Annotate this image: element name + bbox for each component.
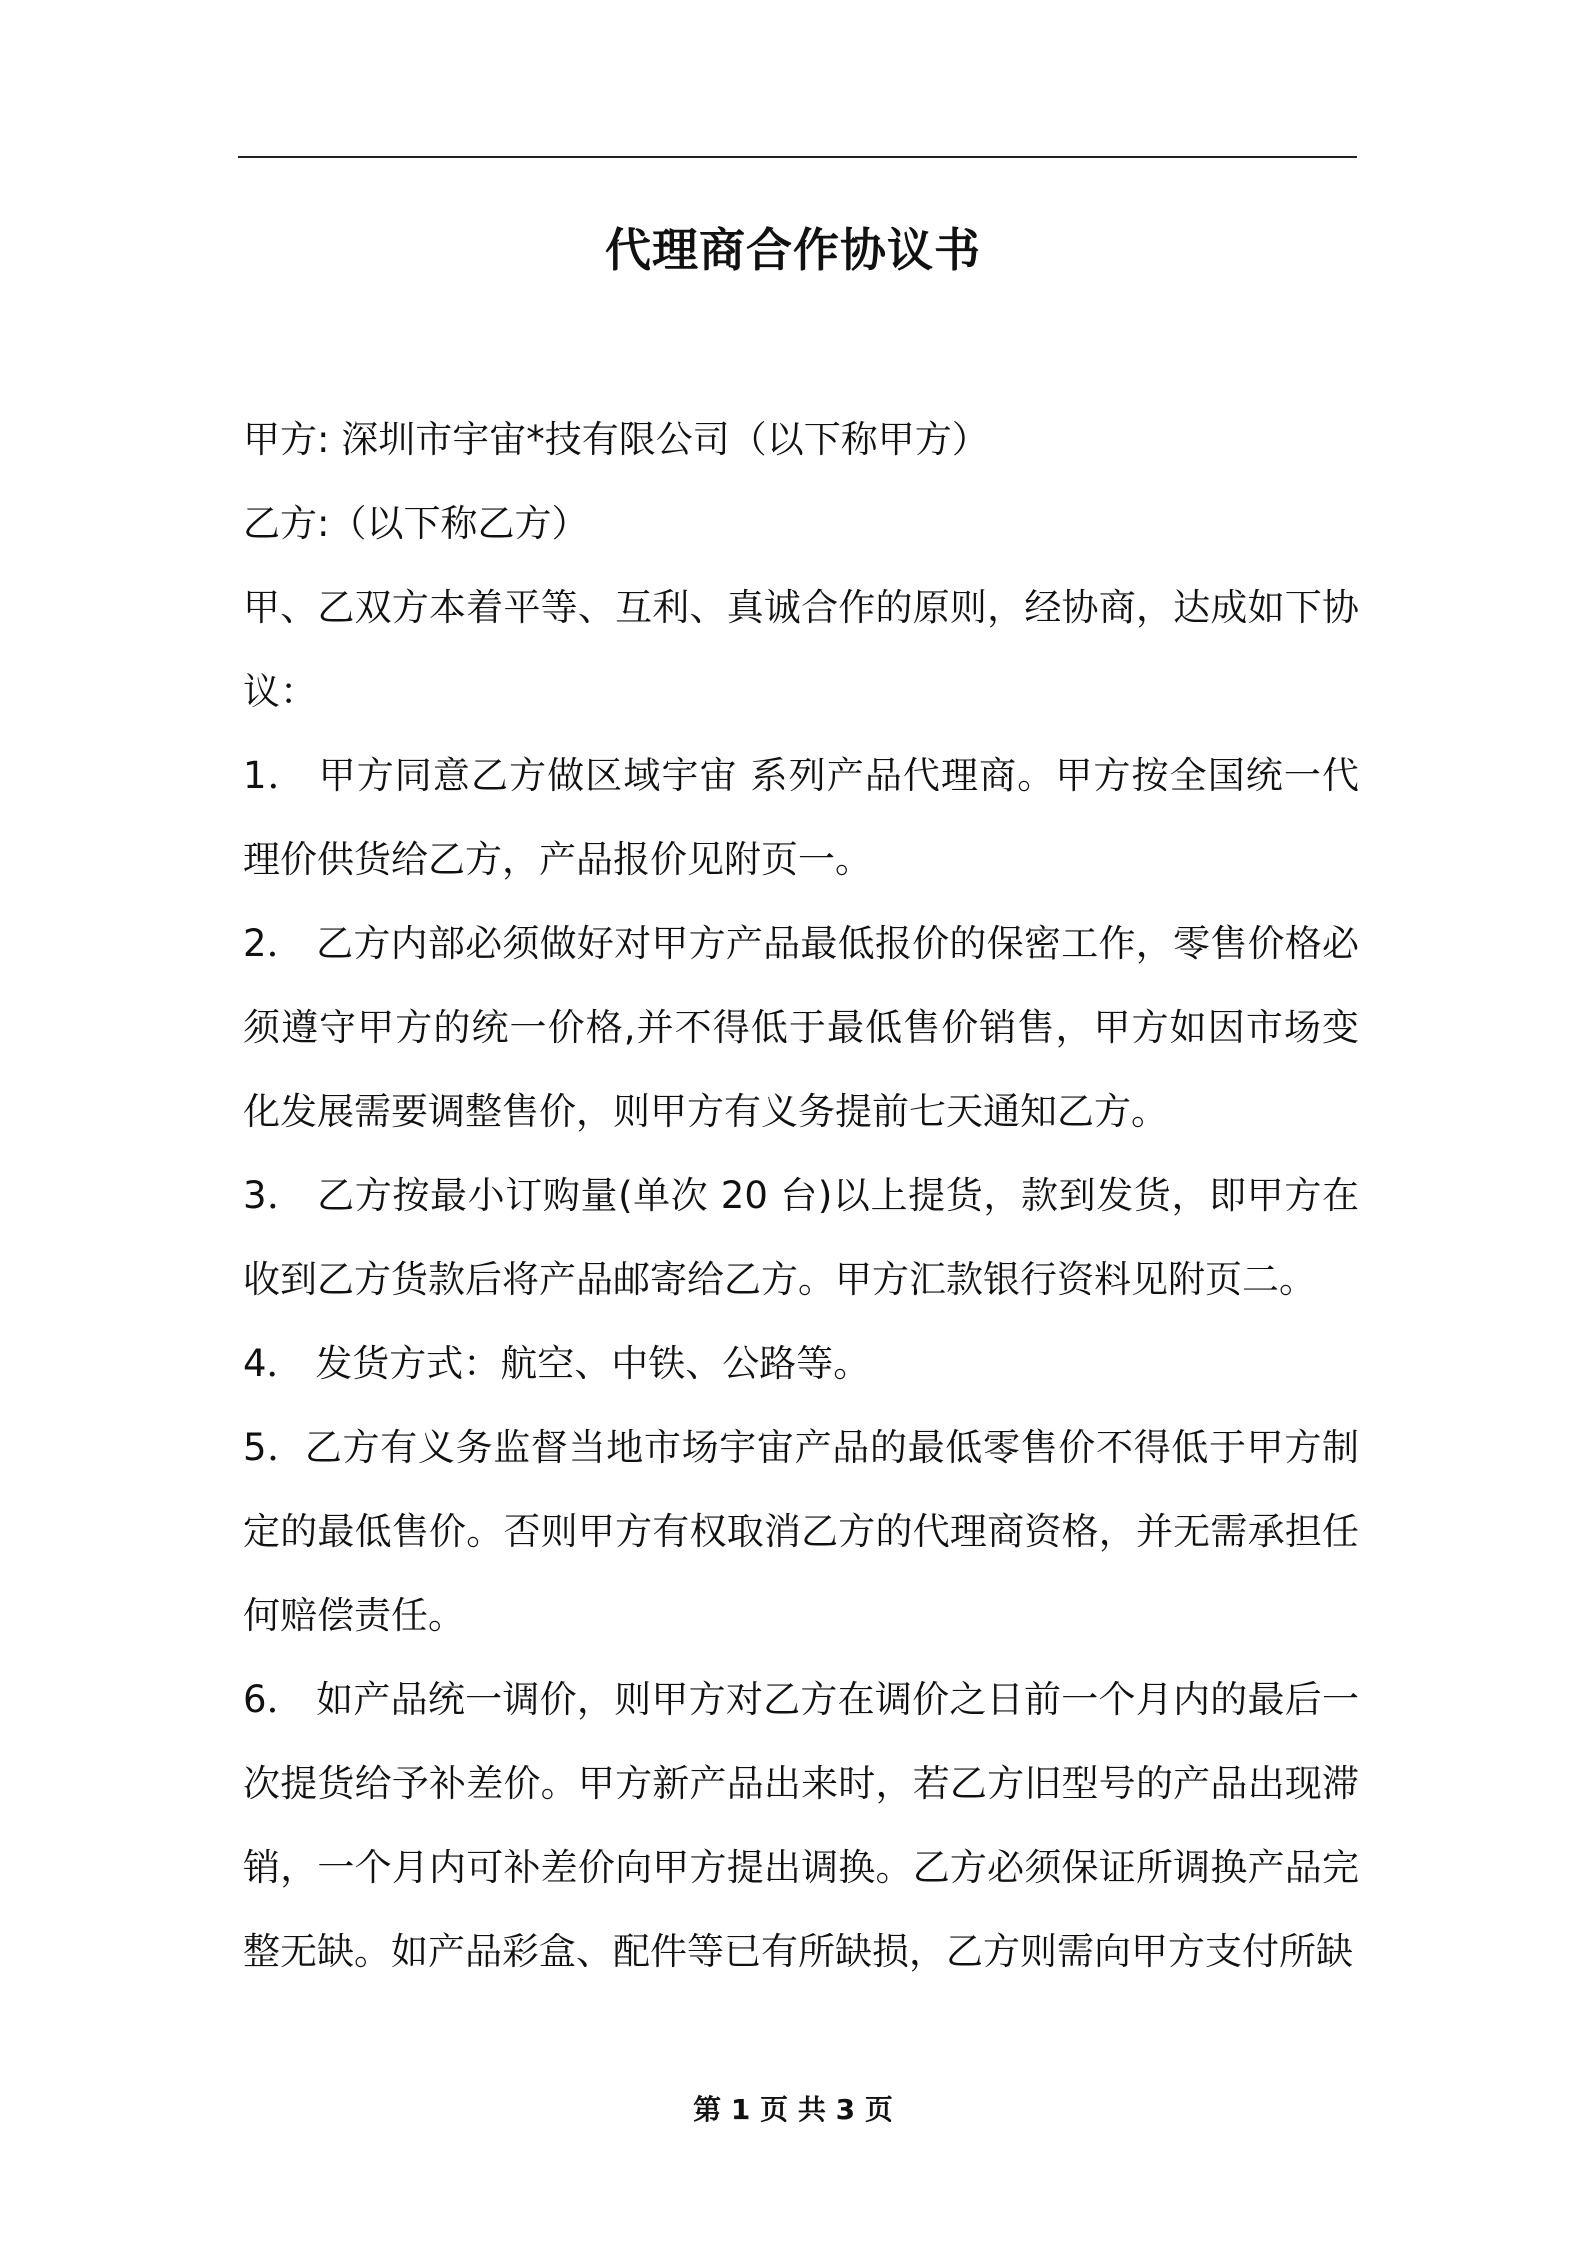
party-b-line: 乙方:（以下称乙方） xyxy=(243,502,589,545)
party-a-line: 甲方: 深圳市宇宙*技有限公司（以下称甲方） xyxy=(243,418,989,461)
document-body xyxy=(243,398,1359,1994)
page-footer: 第 1 页 共 3 页 xyxy=(693,2093,893,2126)
clause-6: 6． 如产品统一调价，则甲方对乙方在调价之日前一个月内的最后一次提货给予补差价。甲方新产品出来时，若乙方旧型号的产品出现滞销，一个月内可补差价向甲方提出调换。乙方必须保证所调换产品完整无缺。如产品彩盒、配件等已有所缺损，乙方则需向甲方支付所缺 xyxy=(243,1678,1359,1973)
clause-1: 1． 甲方同意乙方做区域宇宙 系列产品代理商。甲方按全国统一代理价供货给乙方，产品报价见附页一。 xyxy=(243,754,1359,881)
preamble-paragraph: 甲、乙双方本着平等、互利、真诚合作的原则，经协商，达成如下协议： xyxy=(243,586,1359,713)
clause-3: 3． 乙方按最小订购量(单次 20 台)以上提货，款到发货，即甲方在收到乙方货款后将产品邮寄给乙方。甲方汇款银行资料见附页二。 xyxy=(243,1174,1359,1301)
clause-4: 4． 发货方式：航空、中铁、公路等。 xyxy=(243,1342,871,1385)
header-rule xyxy=(238,156,1357,158)
clause-2: 2． 乙方内部必须做好对甲方产品最低报价的保密工作，零售价格必须遵守甲方的统一价格,并不得低于最低售价销售，甲方如因市场变化发展需要调整售价，则甲方有义务提前七天通知乙方。 xyxy=(243,922,1359,1133)
document-title: 代理商合作协议书 xyxy=(605,223,981,277)
clause-5: 5．乙方有义务监督当地市场宇宙产品的最低零售价不得低于甲方制定的最低售价。否则甲方有权取消乙方的代理商资格，并无需承担任何赔偿责任。 xyxy=(243,1426,1359,1637)
